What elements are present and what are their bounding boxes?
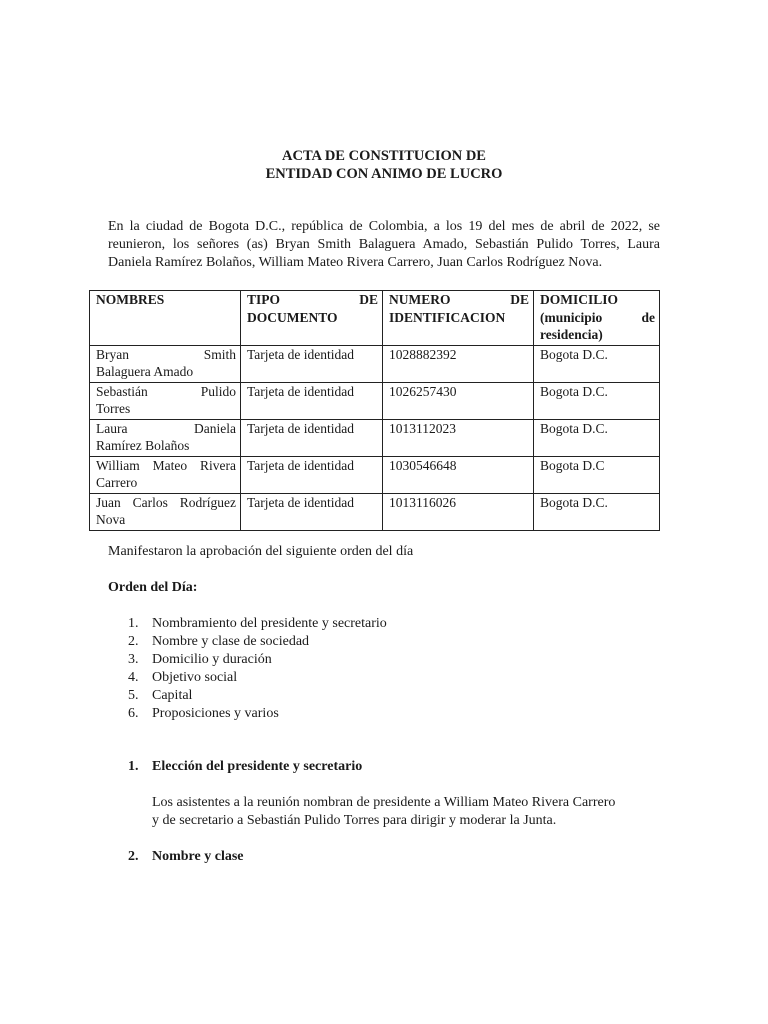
list-item: 1. Nombramiento del presidente y secretario xyxy=(128,616,387,631)
agenda-heading: Orden del Día: xyxy=(108,580,198,595)
intro-line: En la ciudad de Bogota D.C., república de Colombia, a los 19 del mes de abril de 2022, se xyxy=(108,219,660,234)
header-nombres: NOMBRES xyxy=(90,291,241,346)
header-domicilio: DOMICILIO (municipio de residencia) xyxy=(534,291,660,346)
table-header-row xyxy=(90,291,660,346)
approval-paragraph: Manifestaron la aprobación del siguiente orden del día xyxy=(108,544,414,559)
cell-doc-type: Tarjeta de identidad xyxy=(241,382,383,419)
document-page: ACTA DE CONSTITUCION DE ENTIDAD CON ANIMO DE LUCRO En la ciudad de Bogota D.C., república de Colombia, a los 19 del mes de abril de 2022, se reunieron, los señores (as) Bryan Smith Balaguera Amado, Sebastián Pulido Torres, Laura Daniela Ramírez Bolaños, William Mateo Rivera Carrero, Juan Carlos Rodríguez Nova. NOMBRES TIPO DE DOCUMENTO NUMERO DE IDENTIFICACION DOMICILIO (municipio de residencia) Bryan Smith Balaguera Amado Tarjeta de identidad 1028882392 Bogota D.C. Sebastián Pulido Torres Tarjeta de identidad 1026257430 Bogota D.C. Laura Daniela Ramírez Bolaños Tarjeta de identidad 1013112023 Bogota D.C. William Mateo Rivera Carrero Tarjeta de identidad 1030546648 Bogota D.C Juan Carlos Rodríguez Nova Tarjeta de identidad 1013116026 Bogota D.C. Manifestaron la aprobación del siguiente orden del día Orden del Día: 1. Nombramiento del presidente y secretario 2. Nombre y clase de sociedad 3. Domicilio y duración 4. Objetivo social 5. Capital 6. Proposiciones y varios 1. Elección del presidente y secretario Los asistentes a la reunión nombran de presidente a William Mateo Rivera Carrero y de secretario a Sebastián Pulido Torres para dirigir y moderar la Junta. 2. Nombre y clase xyxy=(0,0,768,1024)
header-numero-identificacion: NUMERO DE IDENTIFICACION xyxy=(383,291,534,346)
section-body-line: y de secretario a Sebastián Pulido Torres para dirigir y moderar la Junta. xyxy=(152,813,557,828)
cell-name: Bryan Smith Balaguera Amado xyxy=(90,345,241,382)
list-item: 5. Capital xyxy=(128,688,193,703)
cell-doc-type: Tarjeta de identidad xyxy=(241,345,383,382)
list-item: 2. Nombre y clase de sociedad xyxy=(128,634,310,649)
cell-name: Sebastián Pulido Torres xyxy=(90,382,241,419)
cell-domicile: Bogota D.C. xyxy=(534,382,660,419)
list-item: 3. Domicilio y duración xyxy=(128,652,272,667)
table-row xyxy=(90,493,660,530)
cell-name: William Mateo Rivera Carrero xyxy=(90,456,241,493)
cell-name: Juan Carlos Rodríguez Nova xyxy=(90,493,241,530)
cell-doc-type: Tarjeta de identidad xyxy=(241,493,383,530)
cell-domicile: Bogota D.C. xyxy=(534,419,660,456)
cell-name: Laura Daniela Ramírez Bolaños xyxy=(90,419,241,456)
intro-line: Daniela Ramírez Bolaños, William Mateo Rivera Carrero, Juan Carlos Rodríguez Nova. xyxy=(108,255,603,270)
table-row xyxy=(90,419,660,456)
cell-doc-type: Tarjeta de identidad xyxy=(241,456,383,493)
table-row xyxy=(90,456,660,493)
cell-domicile: Bogota D.C. xyxy=(534,345,660,382)
cell-id-number: 1013112023 xyxy=(383,419,534,456)
cell-id-number: 1030546648 xyxy=(383,456,534,493)
header-tipo-documento: TIPO DE DOCUMENTO xyxy=(241,291,383,346)
section-body-line: Los asistentes a la reunión nombran de presidente a William Mateo Rivera Carrero xyxy=(152,795,616,810)
intro-line: reunieron, los señores (as) Bryan Smith Balaguera Amado, Sebastián Pulido Torres, Laura xyxy=(108,237,660,252)
document-title-line2: ENTIDAD CON ANIMO DE LUCRO xyxy=(265,166,503,182)
cell-domicile: Bogota D.C. xyxy=(534,493,660,530)
intro-paragraph xyxy=(108,218,660,272)
document-title-line1: ACTA DE CONSTITUCION DE xyxy=(282,148,486,164)
table-row xyxy=(90,382,660,419)
founders-table xyxy=(89,290,660,531)
cell-id-number: 1026257430 xyxy=(383,382,534,419)
cell-doc-type: Tarjeta de identidad xyxy=(241,419,383,456)
list-item: 4. Objetivo social xyxy=(128,670,238,685)
list-item: 6. Proposiciones y varios xyxy=(128,706,279,721)
agenda-list xyxy=(108,615,387,723)
cell-id-number: 1028882392 xyxy=(383,345,534,382)
table-row xyxy=(90,345,660,382)
cell-id-number: 1013116026 xyxy=(383,493,534,530)
cell-domicile: Bogota D.C xyxy=(534,456,660,493)
